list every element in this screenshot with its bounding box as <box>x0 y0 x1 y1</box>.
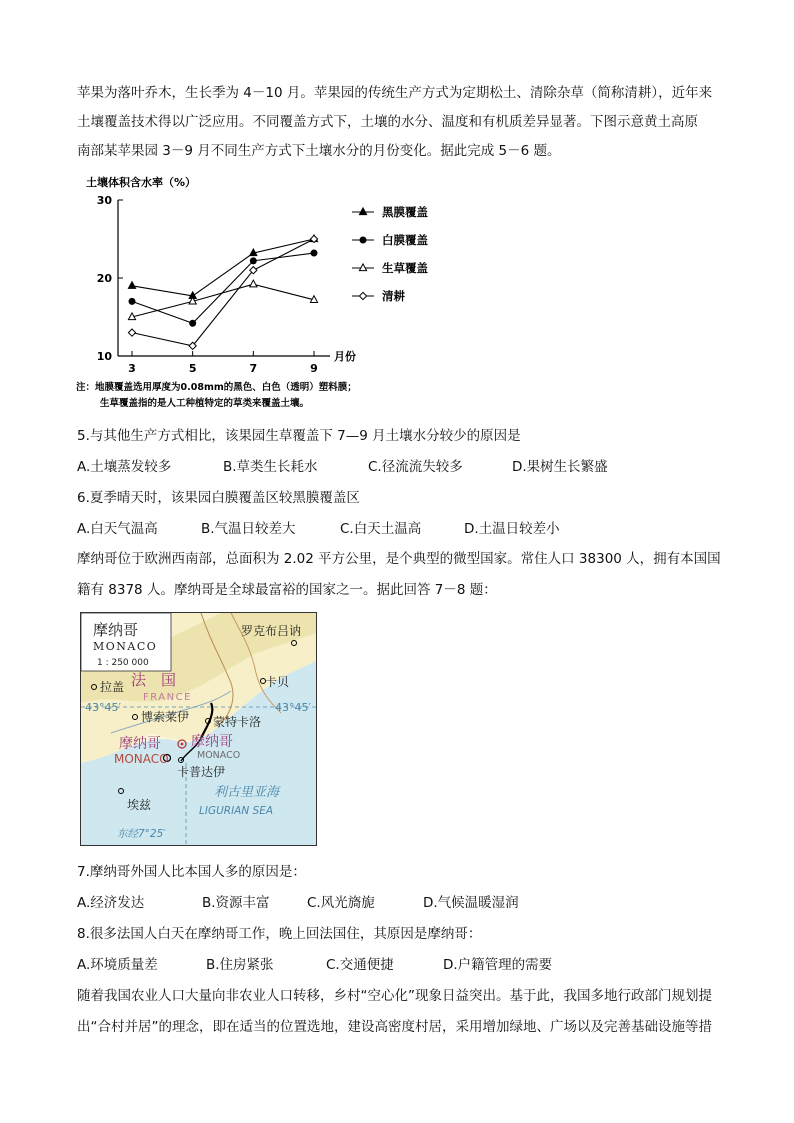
legend-label: 生草覆盖 <box>382 261 428 275</box>
label-sea-cn: 利古里亚海 <box>214 785 280 800</box>
label-lat-right: 43°45′ <box>275 701 311 714</box>
map-scale: 1 : 250 000 <box>97 658 149 668</box>
q8-option-b[interactable]: B.住房紧张 <box>206 957 274 973</box>
q6-option-b[interactable]: B.气温日较差大 <box>201 521 296 537</box>
q7-option-a[interactable]: A.经济发达 <box>77 895 145 911</box>
q8-option-a[interactable]: A.环境质量差 <box>77 957 158 973</box>
q8-option-d[interactable]: D.户籍管理的需要 <box>443 957 553 973</box>
y-tick-label: 30 <box>96 194 112 207</box>
x-tick-label: 9 <box>310 362 318 375</box>
data-point <box>129 298 135 304</box>
label-eze: 埃兹 <box>127 798 152 812</box>
legend-label: 黑膜覆盖 <box>382 205 428 219</box>
series-line <box>132 253 314 323</box>
intro2-line-1: 摩纳哥位于欧洲西南部，总面积为 2.02 平方公里，是个典型的微型国家。常住人口 38300 人，拥有本国国 <box>77 551 721 567</box>
intro3-line-2: 出“合村并居”的理念，即在适当的位置选地，建设高密度村居，采用增加绿地、广场以及完善基础设施等措 <box>77 1019 712 1035</box>
label-monaco-cn-left: 摩纳哥 <box>119 736 161 752</box>
y-tick-label: 10 <box>96 350 112 363</box>
chart-axes <box>97 194 356 375</box>
q5-option-b[interactable]: B.草类生长耗水 <box>223 459 318 475</box>
q7-option-b[interactable]: B.资源丰富 <box>202 895 270 911</box>
q7-stem: 7.摩纳哥外国人比本国人多的原因是： <box>77 864 306 880</box>
x-axis-label: 月份 <box>334 350 356 363</box>
data-point <box>250 258 256 264</box>
x-tick-label: 7 <box>249 362 258 375</box>
intro3-line-1: 随着我国农业人口大量向非农业人口转移，乡村“空心化”现象日益突出。基于此，我国多地行政部门规划提 <box>77 988 712 1004</box>
label-monaco-en-left: MONACO <box>114 752 169 766</box>
map-title-cn: 摩纳哥 <box>93 621 139 639</box>
label-cap-ail: 卡贝 <box>265 675 290 689</box>
intro1-line-1: 苹果为落叶乔木，生长季为 4－10 月。苹果园的传统生产方式为定期松土、清除杂草（简称清耕），近年来 <box>77 85 713 101</box>
q5-option-c[interactable]: C.径流流失较多 <box>368 459 463 475</box>
legend-label: 白膜覆盖 <box>382 233 428 247</box>
label-monaco-cn-right: 摩纳哥 <box>191 734 233 750</box>
legend-marker <box>359 292 366 299</box>
legend-label: 清耕 <box>382 289 405 303</box>
label-monte-carlo: 蒙特卡洛 <box>213 715 262 729</box>
label-lat-left: 43°45′ <box>85 701 121 714</box>
data-point <box>311 250 317 256</box>
legend-marker <box>359 264 366 271</box>
label-france-cn: 法 国 <box>131 671 177 689</box>
x-tick-label: 5 <box>188 362 197 375</box>
q6-option-c[interactable]: C.白天土温高 <box>340 521 422 537</box>
data-point <box>128 282 135 289</box>
q8-stem: 8.很多法国人白天在摩纳哥工作，晚上回法国住，其原因是摩纳哥： <box>77 926 482 942</box>
intro2-line-2: 籍有 8378 人。摩纳哥是全球最富裕的国家之一。据此回答 7－8 题： <box>77 582 497 598</box>
q5-option-d[interactable]: D.果树生长繁盛 <box>512 459 608 475</box>
data-point <box>128 329 135 336</box>
label-sea-en: LIGURIAN SEA <box>199 805 274 817</box>
chart-title: 土壤体积含水率（%） <box>86 176 197 189</box>
capital-marker-dot <box>181 743 184 746</box>
series-line <box>132 284 314 317</box>
label-monaco-en-right: MONACO <box>197 750 241 761</box>
monaco-map <box>80 612 317 846</box>
label-france-en: FRANCE <box>143 692 192 703</box>
chart-legend <box>352 205 428 303</box>
label-la-turbie: 拉盖 <box>100 680 125 694</box>
map-title-en: MONACO <box>93 640 158 653</box>
q7-option-c[interactable]: C.风光旖旎 <box>307 895 375 911</box>
label-beausoleil: 博索莱伊 <box>141 710 190 724</box>
q6-option-d[interactable]: D.土温日较差小 <box>464 521 560 537</box>
series-line <box>132 239 314 296</box>
chart-note-1: 注：地膜覆盖选用厚度为0.08mm的黑色、白色（透明）塑料膜； <box>76 382 357 393</box>
q6-option-a[interactable]: A.白天气温高 <box>77 521 158 537</box>
intro1-line-3: 南部某苹果园 3－9 月不同生产方式下土壤水分的月份变化。据此完成 5－6 题。 <box>77 143 561 159</box>
q7-option-d[interactable]: D.气候温暖湿润 <box>423 895 519 911</box>
data-point <box>250 280 257 287</box>
intro1-line-2: 土壤覆盖技术得以广泛应用。不同覆盖方式下，土壤的水分、温度和有机质差异显著。下图示意黄土高原 <box>77 114 698 130</box>
chart-note-2: 生草覆盖指的是人工种植特定的草类来覆盖土壤。 <box>100 398 310 409</box>
label-roquebrune: 罗克布吕讷 <box>241 624 302 638</box>
legend-marker <box>360 237 366 243</box>
map-graphic <box>81 613 316 845</box>
q6-stem: 6.夏季晴天时，该果园白膜覆盖区较黑膜覆盖区 <box>77 490 360 506</box>
y-tick-label: 20 <box>96 272 112 285</box>
q8-option-c[interactable]: C.交通便捷 <box>326 957 394 973</box>
data-point <box>190 320 196 326</box>
label-cap-dail: 卡普达伊 <box>177 765 226 779</box>
x-tick-label: 3 <box>128 362 136 375</box>
soil-moisture-chart <box>70 172 470 417</box>
q5-stem: 5.与其他生产方式相比，该果园生草覆盖下 7—9 月土壤水分较少的原因是 <box>77 428 521 444</box>
q5-option-a[interactable]: A.土壤蒸发较多 <box>77 459 172 475</box>
legend-marker <box>359 208 366 215</box>
label-longitude: 东经7°25′ <box>117 828 166 840</box>
chart-series <box>128 235 317 350</box>
